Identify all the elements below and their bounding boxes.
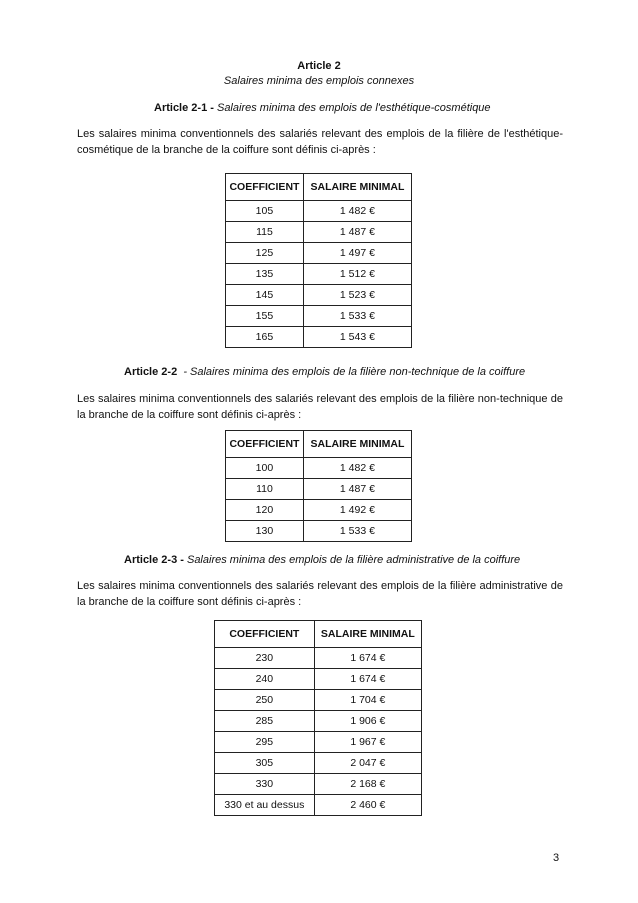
coefficient-cell: 105: [226, 201, 304, 222]
section-title: Salaires minima des emplois de l'esthétique-cosmétique: [213, 102, 491, 114]
section-number: Article 2-1 -: [154, 102, 214, 114]
coefficient-cell: 125: [226, 243, 304, 264]
salary-cell: 2 047 €: [314, 753, 421, 774]
section-heading-2-1: [154, 102, 491, 114]
table-row: [215, 669, 422, 690]
table-row: [226, 458, 412, 479]
table-row: [226, 306, 412, 327]
table-row: [215, 753, 422, 774]
table-row: [215, 732, 422, 753]
coefficient-cell: 295: [215, 732, 315, 753]
table-row: [226, 285, 412, 306]
table-row: [226, 500, 412, 521]
coefficient-cell: 230: [215, 648, 315, 669]
salary-cell: 2 168 €: [314, 774, 421, 795]
salary-cell: 1 487 €: [303, 222, 411, 243]
salary-cell: 1 674 €: [314, 648, 421, 669]
salary-cell: 1 906 €: [314, 711, 421, 732]
coefficient-cell: 330: [215, 774, 315, 795]
table-row: [226, 479, 412, 500]
salary-cell: 1 533 €: [303, 306, 411, 327]
salary-cell: 2 460 €: [314, 795, 421, 816]
salary-cell: 1 487 €: [303, 479, 411, 500]
table-row: [215, 648, 422, 669]
article-title: Article 2: [297, 60, 341, 72]
coefficient-header: COEFFICIENT: [226, 174, 304, 201]
table-row: [215, 795, 422, 816]
table-header-row: [215, 621, 422, 648]
coefficient-cell: 145: [226, 285, 304, 306]
coefficient-cell: 110: [226, 479, 304, 500]
coefficient-cell: 130: [226, 521, 304, 542]
salary-header: SALAIRE MINIMAL: [303, 431, 411, 458]
coefficient-header: COEFFICIENT: [215, 621, 315, 648]
section-number: Article 2-3 -: [124, 554, 184, 566]
salary-cell: 1 543 €: [303, 327, 411, 348]
table-row: [215, 774, 422, 795]
salary-cell: 1 523 €: [303, 285, 411, 306]
table-row: [226, 327, 412, 348]
salary-table-2-1: [225, 173, 412, 348]
salary-cell: 1 674 €: [314, 669, 421, 690]
coefficient-cell: 330 et au dessus: [215, 795, 315, 816]
coefficient-cell: 100: [226, 458, 304, 479]
section-title: - Salaires minima des emplois de la filière non-technique de la coiffure: [177, 366, 526, 378]
salary-cell: 1 967 €: [314, 732, 421, 753]
section-number: Article 2-2: [124, 366, 178, 378]
table-row: [215, 711, 422, 732]
salary-cell: 1 482 €: [303, 201, 411, 222]
table-row: [215, 690, 422, 711]
salary-cell: 1 704 €: [314, 690, 421, 711]
table-header-row: [226, 174, 412, 201]
salary-table-2-2: [225, 430, 412, 542]
coefficient-cell: 165: [226, 327, 304, 348]
section-paragraph-2-1: Les salaires minima conventionnels des salariés relevant des emplois de la filière de l'esthétique-cosmétique de la branche de la coiffure sont définis ci-après :: [77, 128, 563, 156]
section-heading-2-3: [124, 554, 520, 566]
table-row: [226, 222, 412, 243]
table-row: [226, 521, 412, 542]
coefficient-cell: 305: [215, 753, 315, 774]
coefficient-cell: 285: [215, 711, 315, 732]
table-header-row: [226, 431, 412, 458]
coefficient-cell: 120: [226, 500, 304, 521]
section-paragraph-2-2: Les salaires minima conventionnels des salariés relevant des emplois de la filière non-technique de la branche de la coiffure sont définis ci-après :: [77, 393, 563, 421]
coefficient-cell: 115: [226, 222, 304, 243]
salary-table-2-3: [214, 620, 422, 816]
coefficient-cell: 240: [215, 669, 315, 690]
section-title: Salaires minima des emplois de la filière administrative de la coiffure: [183, 554, 521, 566]
table-row: [226, 243, 412, 264]
section-heading-2-2: [124, 366, 525, 378]
salary-header: SALAIRE MINIMAL: [314, 621, 421, 648]
salary-header: SALAIRE MINIMAL: [303, 174, 411, 201]
page-number: 3: [553, 852, 560, 864]
coefficient-header: COEFFICIENT: [226, 431, 304, 458]
salary-cell: 1 497 €: [303, 243, 411, 264]
section-paragraph-2-3: Les salaires minima conventionnels des salariés relevant des emplois de la filière administrative de la branche de la coiffure sont définis ci-après :: [77, 580, 563, 608]
article-subtitle: Salaires minima des emplois connexes: [223, 75, 415, 87]
salary-cell: 1 512 €: [303, 264, 411, 285]
coefficient-cell: 135: [226, 264, 304, 285]
coefficient-cell: 250: [215, 690, 315, 711]
coefficient-cell: 155: [226, 306, 304, 327]
salary-cell: 1 492 €: [303, 500, 411, 521]
table-row: [226, 264, 412, 285]
salary-cell: 1 482 €: [303, 458, 411, 479]
table-row: [226, 201, 412, 222]
salary-cell: 1 533 €: [303, 521, 411, 542]
